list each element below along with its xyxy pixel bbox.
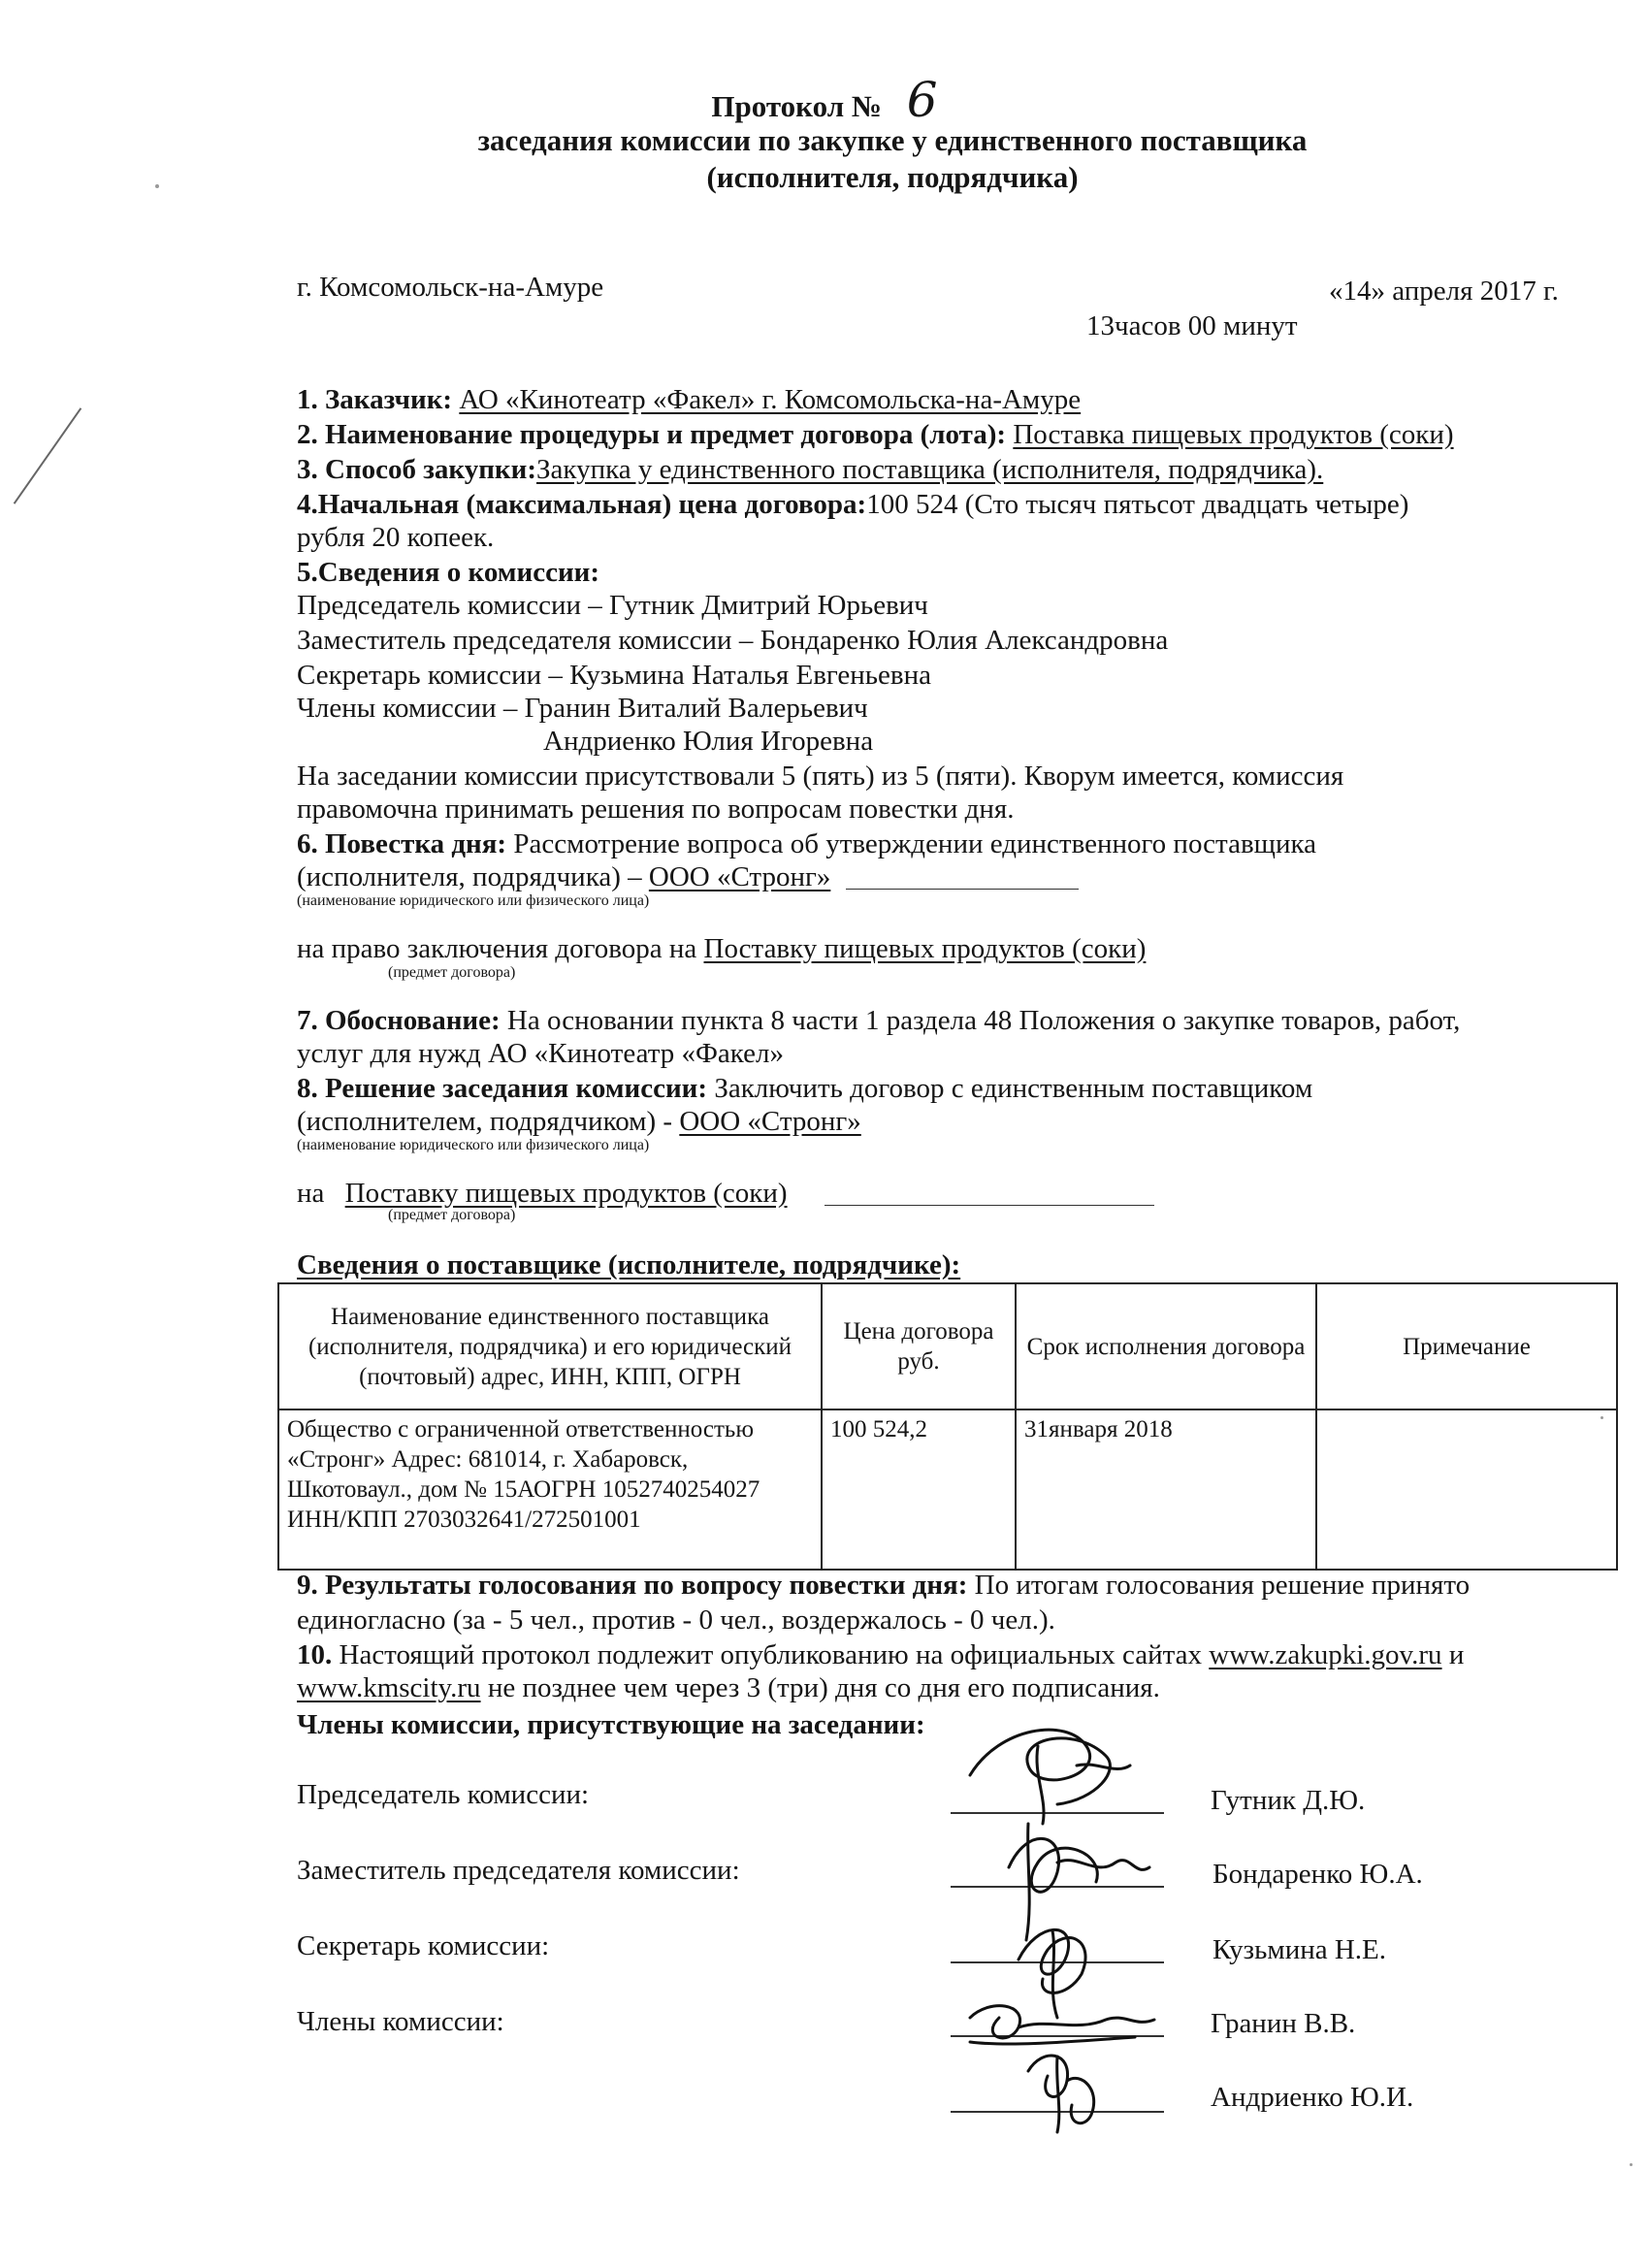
col-price: Цена договора руб.	[822, 1283, 1016, 1409]
protocol-number-handwritten: 6	[906, 72, 938, 128]
scan-mark	[14, 407, 81, 503]
link-kmscity[interactable]: www.kmscity.ru	[297, 1672, 481, 1703]
handwritten-signatures-icon	[912, 1707, 1242, 2134]
sig-role-vice: Заместитель председателя комиссии:	[297, 1855, 740, 1886]
caption-entity-1: (наименование юридического или физического лица)	[297, 892, 650, 909]
quorum-line-1: На заседании комиссии присутствовали 5 (пять) из 5 (пяти). Кворум имеется, комиссия	[297, 761, 1344, 792]
sig-name-secretary: Кузьмина Н.Е.	[1212, 1934, 1387, 1965]
sig-role-members: Члены комиссии:	[297, 2006, 504, 2037]
decision-supplier-line: (исполнителем, подрядчиком) - ООО «Стронг»	[297, 1106, 861, 1137]
commission-chair: Председатель комиссии – Гутник Дмитрий Юрьевич	[297, 590, 928, 621]
protocol-title	[0, 72, 1649, 128]
col-term: Срок исполнения договора	[1016, 1283, 1316, 1409]
sig-name-member-2: Андриенко Ю.И.	[1211, 2082, 1414, 2113]
cell-supplier-name: Общество с ограниченной ответственностью «Стронг» Адрес: 681014, г. Хабаровск, Шкотоваул., дом № 15АОГРН 1052740254027 ИНН/КПП 2703032641/272501001	[278, 1409, 822, 1570]
commission-secretary: Секретарь комиссии – Кузьмина Наталья Евгеньевна	[297, 660, 931, 691]
item-procedure: 2. Наименование процедуры и предмет договора (лота): Поставка пищевых продуктов (соки)	[297, 419, 1454, 450]
title-prefix: Протокол №	[711, 89, 883, 123]
cell-note	[1316, 1409, 1617, 1570]
caption-subject-2: (предмет договора)	[388, 1207, 516, 1223]
quorum-line-2: правомочна принимать решения по вопросам повестки дня.	[297, 794, 1015, 825]
item-method: 3. Способ закупки:Закупка у единственного поставщика (исполнителя, подрядчика).	[297, 454, 1324, 485]
supplier-table	[277, 1282, 1618, 1571]
caption-subject-1: (предмет договора)	[388, 964, 516, 981]
item-justification: 7. Обоснование: На основании пункта 8 части 1 раздела 48 Положения о закупке товаров, работ,	[297, 1005, 1461, 1036]
item-price-cont: рубля 20 копеек.	[297, 522, 495, 553]
commission-members-2: Андриенко Юлия Игоревна	[543, 726, 874, 757]
time: 13часов 00 минут	[1086, 310, 1298, 341]
cell-term: 31января 2018	[1016, 1409, 1316, 1570]
commission-members: Члены комиссии – Гранин Виталий Валерьевич	[297, 693, 868, 724]
sig-name-member-1: Гранин В.В.	[1211, 2008, 1356, 2039]
voting-cont: единогласно (за - 5 чел., против - 0 чел., воздержалось - 0 чел.).	[297, 1604, 1055, 1636]
justification-cont: услуг для нужд АО «Кинотеатр «Факел»	[297, 1038, 784, 1069]
item-publication: 10. Настоящий протокол подлежит опубликованию на официальных сайтах www.zakupki.gov.ru и	[297, 1639, 1465, 1670]
item-price: 4.Начальная (максимальная) цена договора:100 524 (Сто тысяч пятьсот двадцать четыре)	[297, 489, 1409, 520]
scan-speck	[1600, 1416, 1603, 1419]
table-row	[278, 1409, 1617, 1570]
supplier-heading: Сведения о поставщике (исполнителе, подрядчике):	[297, 1249, 961, 1280]
decision-subject-underline	[824, 1205, 1154, 1206]
commission-vice: Заместитель председателя комиссии – Бондаренко Юлия Александровна	[297, 625, 1169, 656]
item-voting: 9. Результаты голосования по вопросу повестки дня: По итогам голосования решение принято	[297, 1570, 1471, 1601]
sig-role-secretary: Секретарь комиссии:	[297, 1930, 550, 1961]
agenda-subject-line: на право заключения договора на Поставку пищевых продуктов (соки)	[297, 933, 1147, 964]
agenda-supplier-underline	[846, 889, 1079, 890]
cell-price: 100 524,2	[822, 1409, 1016, 1570]
date: «14» апреля 2017 г.	[1329, 275, 1559, 307]
supplier-table-header	[278, 1283, 1617, 1409]
link-zakupki[interactable]: www.zakupki.gov.ru	[1209, 1639, 1442, 1670]
city: г. Комсомольск-на-Амуре	[297, 272, 604, 303]
item-decision: 8. Решение заседания комиссии: Заключить договор с единственным поставщиком	[297, 1073, 1313, 1104]
caption-entity-2: (наименование юридического или физического лица)	[297, 1137, 650, 1153]
publication-cont: www.kmscity.ru не позднее чем через 3 (три) дня со дня его подписания.	[297, 1672, 1160, 1703]
item-customer: 1. Заказчик: АО «Кинотеатр «Факел» г. Комсомольска-на-Амуре	[297, 384, 1082, 415]
title-line-2: заседания комиссии по закупке у единственного поставщика	[477, 123, 1308, 157]
title-line-3: (исполнителя, подрядчика)	[706, 160, 1079, 194]
decision-subject-line: на Поставку пищевых продуктов (соки)	[297, 1178, 788, 1209]
agenda-supplier-line: (исполнителя, подрядчика) – ООО «Стронг»	[297, 861, 831, 892]
sig-name-chair: Гутник Д.Ю.	[1211, 1785, 1366, 1816]
signatures-heading: Члены комиссии, присутствующие на заседании:	[297, 1709, 925, 1740]
item-agenda: 6. Повестка дня: Рассмотрение вопроса об утверждении единственного поставщика	[297, 828, 1317, 859]
col-note: Примечание	[1316, 1283, 1617, 1409]
scan-speck	[155, 184, 159, 188]
sig-name-vice: Бондаренко Ю.А.	[1212, 1859, 1423, 1890]
sig-role-chair: Председатель комиссии:	[297, 1779, 590, 1810]
col-supplier-name: Наименование единственного поставщика (исполнителя, подрядчика) и его юридический (почтовый) адрес, ИНН, КПП, ОГРН	[278, 1283, 822, 1409]
item-commission-heading: 5.Сведения о комиссии:	[297, 557, 600, 588]
scan-speck	[1630, 2163, 1633, 2166]
